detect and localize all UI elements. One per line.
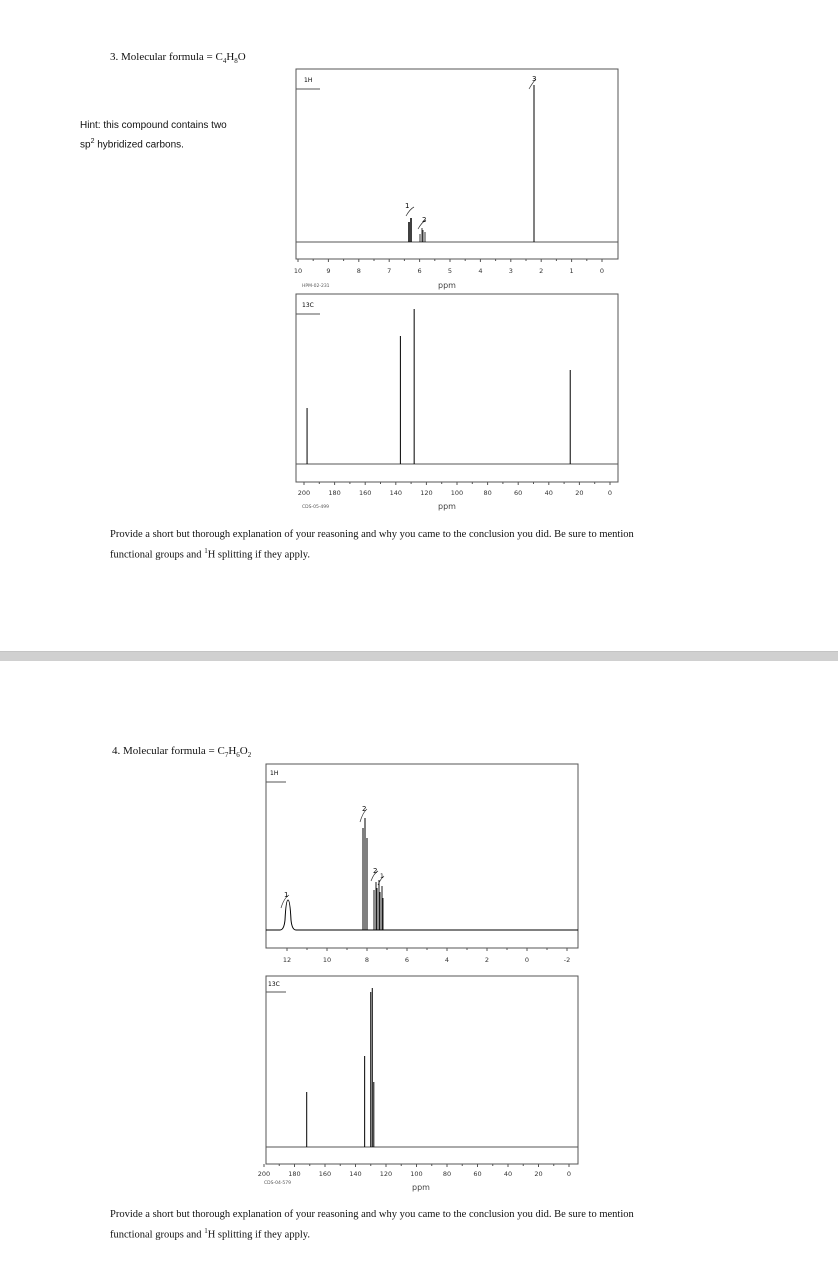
q3-h-tick-label-6: 4 — [478, 267, 483, 275]
q4-c-tick-label-4: 120 — [379, 1170, 393, 1178]
q3-c-tick-label-5: 100 — [450, 489, 464, 497]
q3-h-axis-unit: ppm — [438, 281, 456, 290]
q3-h-tick-label-0: 10 — [293, 267, 303, 275]
q4-c-tick-label-2: 160 — [318, 1170, 332, 1178]
q3-h-peak-label-3: 3 — [532, 75, 537, 83]
q4-c-frame — [266, 976, 578, 1164]
q3-c-tick-label-6: 80 — [483, 489, 492, 497]
q4-h-peak-label-3: 2 — [373, 867, 378, 875]
q3-h-tick-label-4: 6 — [417, 267, 422, 275]
q3-hint: Hint: this compound contains two $sp^2$ hybridized carbons. — [80, 120, 227, 151]
q4-c-tick-label-7: 60 — [473, 1170, 482, 1178]
page-divider — [0, 651, 838, 661]
q4-h-tick-label-4: 4 — [444, 956, 450, 964]
q3-h-tick-label-10: 0 — [599, 267, 605, 275]
q4-h-frame — [266, 764, 578, 948]
q3-h-tick-label-2: 8 — [356, 267, 361, 275]
q4-h-tick-label-6: 0 — [524, 956, 530, 964]
q4-c-nucleus-label: 13C — [268, 981, 280, 988]
q4-h-peak-label-1: 1 — [284, 891, 289, 899]
q4-explanation-prompt: Provide a short but thorough explanation of your reasoning and why you came to the conclusion you did. Be sure to mention functional groups and $^1$H splitting if they apply. — [110, 1209, 634, 1241]
q3-h-peak-2 — [420, 228, 425, 242]
q4-h-nucleus-label: 1H — [270, 770, 279, 777]
q4-c-tick-label-0: 200 — [257, 1170, 271, 1178]
q3-c-tick-label-8: 40 — [544, 489, 553, 497]
q3-c-tick-label-4: 120 — [420, 489, 433, 497]
q3-h-tick-label-3: 7 — [387, 267, 392, 275]
q4-h-tick-label-1: 10 — [322, 956, 332, 964]
q3-c-tick-label-10: 0 — [607, 489, 613, 497]
q4-c-tick-label-8: 40 — [503, 1170, 513, 1178]
q3-c-tick-label-0: 200 — [297, 489, 311, 497]
q4-h-baseline — [266, 900, 578, 930]
q4-h-tick-label-3: 6 — [404, 956, 410, 964]
q3-h-code: HPM-02-231 — [302, 284, 330, 289]
q3-h-nmr-spectrum — [280, 64, 630, 294]
q3-h-tick-label-7: 3 — [508, 267, 513, 275]
q3-c-axis-unit: ppm — [438, 502, 456, 511]
q3-c-tick-label-9: 20 — [575, 489, 584, 497]
q3-c-nmr-spectrum — [280, 290, 630, 520]
q4-h-peak-aromatic-meta-para — [374, 880, 383, 930]
q3-c-code: CDS-05-499 — [302, 505, 330, 510]
q4-c-tick-label-9: 20 — [534, 1170, 543, 1178]
q3-c-tick-label-1: 180 — [328, 489, 341, 497]
q3-c-tick-label-3: 140 — [389, 489, 403, 497]
q4-c-axis-unit: ppm — [412, 1183, 430, 1192]
q3-h-tick-label-9: 1 — [569, 267, 574, 275]
q3-h-peak-1 — [409, 218, 411, 242]
q4-h-tick-label-2: 8 — [364, 956, 370, 964]
q3-c-tick-label-7: 60 — [514, 489, 523, 497]
q4-h-peak-aromatic-ortho — [363, 818, 367, 930]
q4-h-tick-label-0: 12 — [282, 956, 292, 964]
q3-h-tick-label-5: 5 — [447, 267, 453, 275]
q4-c-tick-label-6: 80 — [442, 1170, 452, 1178]
q4-h-tick-label-7: -2 — [563, 956, 571, 964]
q3-h-tick-label-1: 9 — [326, 267, 331, 275]
q3-h-tick-label-8: 2 — [539, 267, 544, 275]
q4-h-tick-label-5: 2 — [484, 956, 490, 964]
q3-c-frame — [296, 294, 618, 482]
q3-c-tick-label-2: 160 — [358, 489, 372, 497]
q4-c-tick-label-5: 100 — [410, 1170, 423, 1178]
q3-h-peak-label-1: 1 — [405, 202, 410, 210]
q4-c-tick-label-1: 180 — [288, 1170, 301, 1178]
q4-c-tick-label-3: 140 — [349, 1170, 362, 1178]
q4-h-nmr-spectrum — [250, 760, 590, 970]
q3-title: 3. Molecular formula = $C_4H_8O$ — [110, 51, 246, 66]
q3-h-peak-label-2: 2 — [422, 216, 427, 224]
q3-h-frame — [296, 69, 618, 259]
q4-c-tick-label-10: 0 — [566, 1170, 572, 1178]
q4-title: 4. Molecular formula = $C_7H_6O_2$ — [112, 745, 252, 760]
q3-explanation-prompt: Provide a short but thorough explanation of your reasoning and why you came to the conclusion you did. Be sure to mention functional groups and $^1$H splitting if they apply. — [110, 529, 634, 561]
q3-h-nucleus-label: 1H — [304, 77, 313, 84]
q3-c-nucleus-label: 13C — [302, 302, 314, 309]
q4-h-peak-label-2: 2 — [362, 805, 367, 813]
q4-c-code: CDS-04-579 — [264, 1181, 292, 1186]
q4-h-peak-label-4: 1 — [380, 873, 384, 880]
q4-c-nmr-spectrum — [250, 972, 590, 1197]
